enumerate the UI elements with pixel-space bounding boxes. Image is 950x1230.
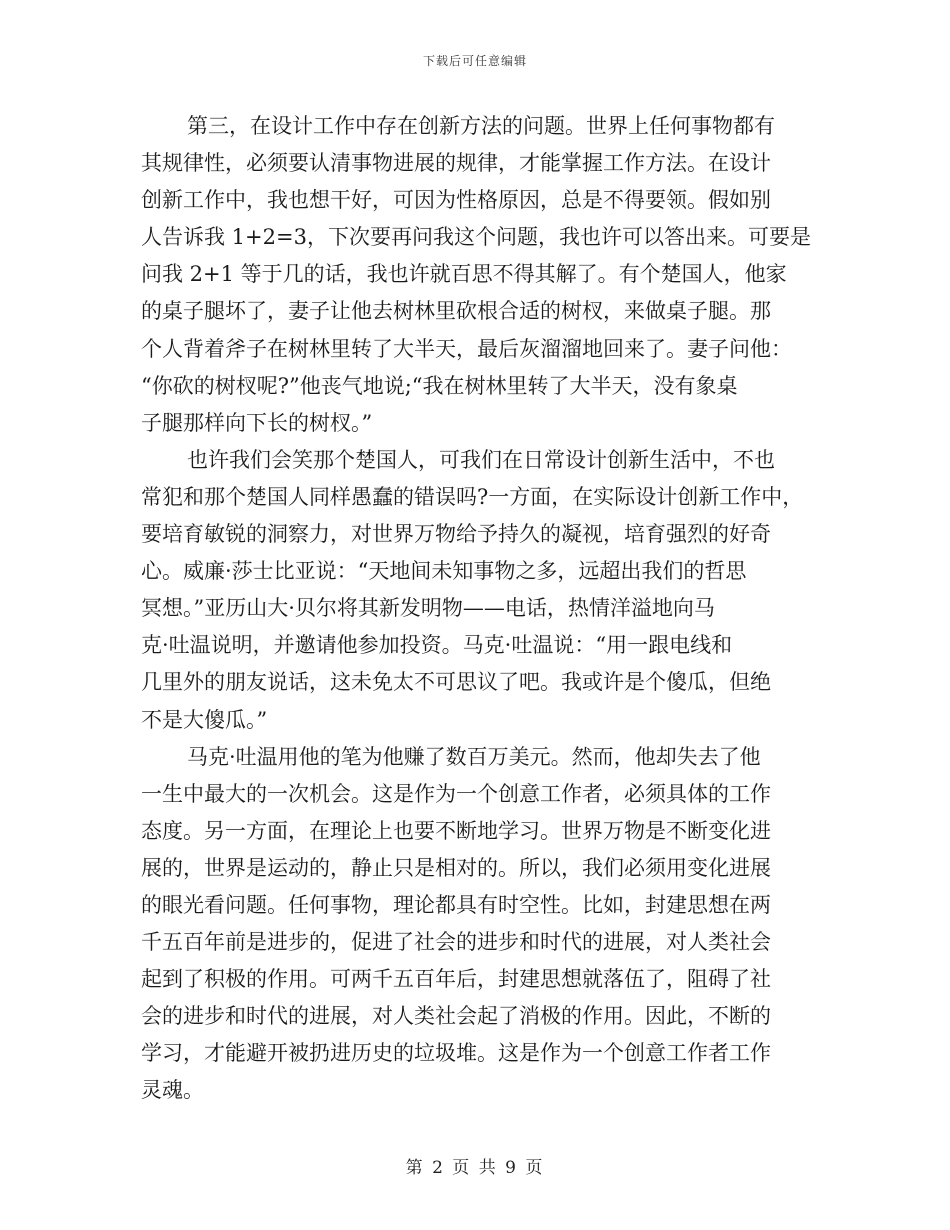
text-line: 子腿那样向下长的树杈。” — [141, 410, 373, 435]
page-header: 下载后可任意编辑 — [422, 54, 527, 68]
text-line: 心。威廉·莎士比亚说：“天地间未知事物之多，远超出我们的哲思 — [141, 559, 747, 584]
text-line: 起到了积极的作用。可两千五百年后，封建思想就落伍了，阻碍了社 — [141, 967, 771, 992]
text-line: 第三，在设计工作中存在创新方法的问题。世界上任何事物都有 — [187, 114, 775, 138]
paragraph-3 — [141, 739, 831, 1110]
text-line: 也许我们会笑那个楚国人，可我们在日常设计创新生活中，不也 — [187, 447, 775, 472]
text-line: 的眼光看问题。任何事物，理论都具有时空性。比如，封建思想在两 — [141, 892, 771, 917]
text-line: 马克·吐温用他的笔为他赚了数百万美元。然而，他却失去了他 — [187, 744, 761, 769]
text-line: “你砍的树杈呢?”他丧气地说;“我在树林里转了大半天，没有象桌 — [141, 373, 738, 398]
text-line: 人告诉我 1+2=3，下次要再问我这个问题，我也许可以答出来。可要是 — [141, 225, 811, 250]
text-line: 不是大傻瓜。” — [141, 707, 268, 732]
page-number-footer: 第 2 页 共 9 页 — [405, 1158, 545, 1178]
text-line: 几里外的朋友说话，这未免太不可思议了吧。我或许是个傻瓜，但绝 — [141, 670, 771, 695]
paragraph-2 — [141, 442, 831, 739]
text-line: 要培育敏锐的洞察力，对世界万物给予持久的凝视，培育强烈的好奇 — [141, 522, 771, 547]
text-line: 创新工作中，我也想干好，可因为性格原因，总是不得要领。假如别 — [141, 188, 771, 213]
document-body — [141, 108, 831, 1110]
text-line: 个人背着斧子在树林里转了大半天，最后灰溜溜地回来了。妻子问他： — [141, 336, 792, 361]
text-line: 学习，才能避开被扔进历史的垃圾堆。这是作为一个创意工作者工作 — [141, 1041, 771, 1066]
text-line: 冥想。”亚历山大·贝尔将其新发明物——电话，热情洋溢地向马 — [141, 596, 715, 621]
text-line: 问我 2+1 等于几的话，我也许就百思不得其解了。有个楚国人，他家 — [141, 262, 787, 287]
text-line: 其规律性，必须要认清事物进展的规律，才能掌握工作方法。在设计 — [141, 151, 771, 176]
text-line: 常犯和那个楚国人同样愚蠢的错误吗?一方面，在实际设计创新工作中， — [141, 484, 804, 509]
text-line: 展的，世界是运动的，静止只是相对的。所以，我们必须用变化进展 — [141, 855, 771, 880]
text-line: 一生中最大的一次机会。这是作为一个创意工作者，必须具体的工作 — [141, 781, 771, 806]
text-line: 态度。另一方面，在理论上也要不断地学习。世界万物是不断变化进 — [141, 818, 771, 843]
text-line: 会的进步和时代的进展，对人类社会起了消极的作用。因此，不断的 — [141, 1004, 771, 1029]
text-line: 灵魂。 — [141, 1078, 204, 1103]
text-line: 的桌子腿坏了，妻子让他去树林里砍根合适的树杈，来做桌子腿。那 — [141, 299, 771, 324]
text-line: 千五百年前是进步的，促进了社会的进步和时代的进展，对人类社会 — [141, 930, 771, 955]
text-line: 克·吐温说明，并邀请他参加投资。马克·吐温说：“用一跟电线和 — [141, 633, 733, 658]
paragraph-1 — [141, 108, 831, 442]
